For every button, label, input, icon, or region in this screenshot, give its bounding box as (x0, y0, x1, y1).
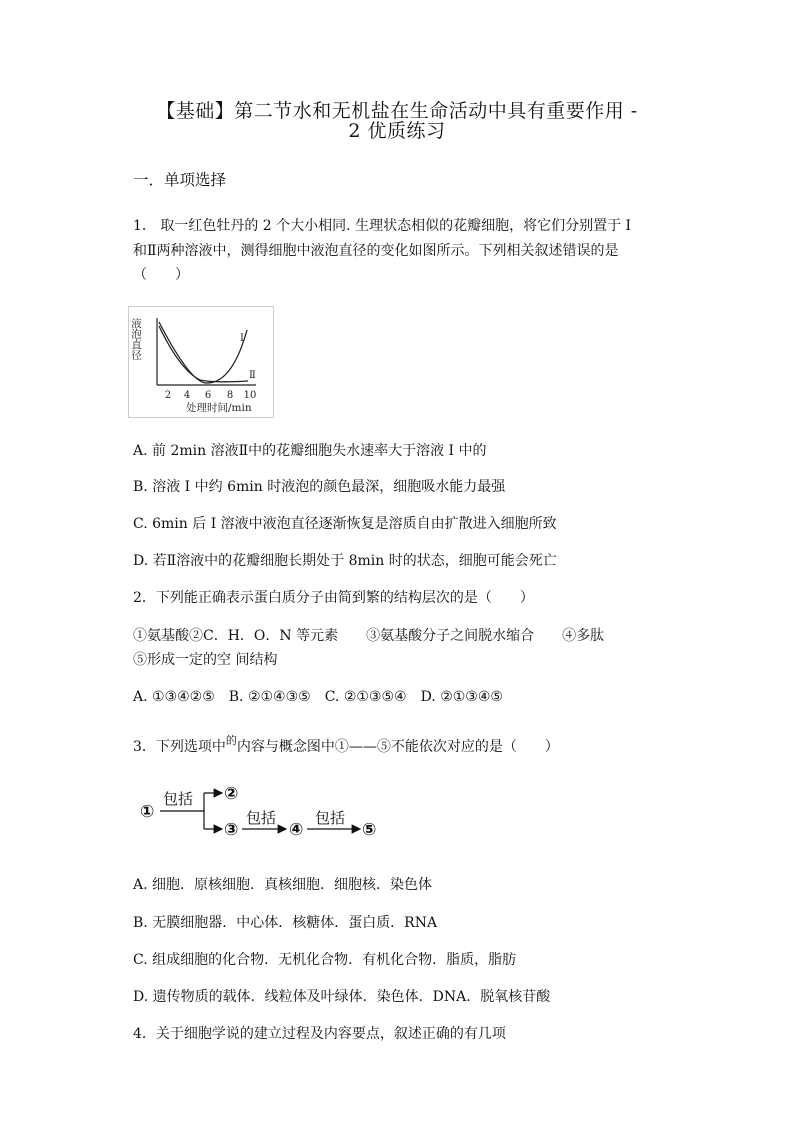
q1-xtick: 2 (164, 390, 172, 401)
q1-stem-line3: （ ） (133, 267, 189, 283)
q2-options: A. ①③④②⑤ B. ②①④③⑤ C. ②①③⑤④ D. ②①③④⑤ (133, 689, 503, 705)
q3-stem-part2: 内容与概念图中①——⑤不能依次对应的是（ ） (236, 739, 559, 755)
cm-node-1: ① (140, 802, 155, 822)
q1-xtick: 4 (183, 390, 191, 401)
q2-items-line2: ⑤形成一定的空 间结构 (133, 652, 278, 668)
q3-option-c: C. 组成细胞的化合物．无机化合物．有机化合物．脂质，脂肪 (133, 952, 517, 968)
q2-items-line1: ①氨基酸②C．H．O．N 等元素 ③氨基酸分子之间脱水缩合 ④多肽 (133, 628, 605, 644)
q1-option-a: A. 前 2min 溶液Ⅱ中的花瓣细胞失水速率大于溶液 I 中的 (133, 443, 487, 459)
q1-curve-II (159, 326, 248, 382)
q1-y-label: 液泡直径 (130, 318, 142, 360)
q1-curve-I (159, 322, 247, 383)
q1-xtick: 10 (243, 390, 257, 401)
cm-node-3: ③ (224, 820, 239, 840)
q1-xtick: 8 (226, 390, 234, 401)
q3-stem (133, 736, 559, 756)
q3-stem-part1: 3．下列选项中 (133, 739, 226, 755)
q2-stem: 2．下列能正确表示蛋白质分子由简到繁的结构层次的是（ ） (133, 590, 534, 606)
q1-curve-II-label: Ⅱ (249, 370, 256, 381)
section-heading: 一．单项选择 (133, 171, 227, 189)
q1-option-b: B. 溶液 I 中约 6min 时液泡的颜色最深，细胞吸水能力最强 (133, 479, 506, 495)
cm-label-include: 包括 (163, 790, 194, 808)
page-title: 【基础】第二节水和无机盐在生命活动中具有重要作用 - (156, 100, 638, 122)
q1-xtick: 6 (204, 390, 212, 401)
cm-node-2: ② (224, 784, 239, 804)
q1-x-label: 处理时间/min (186, 402, 252, 414)
q1-graph (128, 306, 274, 418)
q3-stem-superscript: 的 (225, 734, 237, 747)
q3-option-b: B. 无膜细胞器．中心体．核糖体．蛋白质．RNA (133, 915, 438, 931)
q3-concept-map (138, 780, 388, 842)
q1-option-d: D. 若Ⅱ溶液中的花瓣细胞长期处于 8min 时的状态，细胞可能会死亡 (133, 553, 557, 569)
cm-label-include: 包括 (315, 809, 346, 827)
q1-option-c: C. 6min 后 I 溶液中液泡直径逐渐恢复是溶质自由扩散进入细胞所致 (133, 516, 557, 532)
q1-stem-line1: 1． 取一红色牡丹的 2 个大小相同. 生理状态相似的花瓣细胞，将它们分别置于 I (133, 218, 632, 234)
q3-option-d: D. 遗传物质的载体．线粒体及叶绿体．染色体．DNA．脱氧核苷酸 (133, 989, 551, 1005)
q1-stem-line2: 和Ⅱ两种溶液中，测得细胞中液泡直径的变化如图所示。下列相关叙述错误的是 (133, 243, 619, 259)
q4-stem: 4．关于细胞学说的建立过程及内容要点，叙述正确的有几项 (133, 1026, 506, 1042)
cm-label-include: 包括 (246, 809, 277, 827)
cm-node-5: ⑤ (362, 820, 377, 840)
page-title-line2: 2 优质练习 (348, 120, 446, 142)
q3-option-a: A. 细胞．原核细胞．真核细胞．细胞核．染色体 (133, 877, 433, 893)
cm-node-4: ④ (289, 820, 304, 840)
q1-curve-I-label: I (240, 333, 244, 344)
